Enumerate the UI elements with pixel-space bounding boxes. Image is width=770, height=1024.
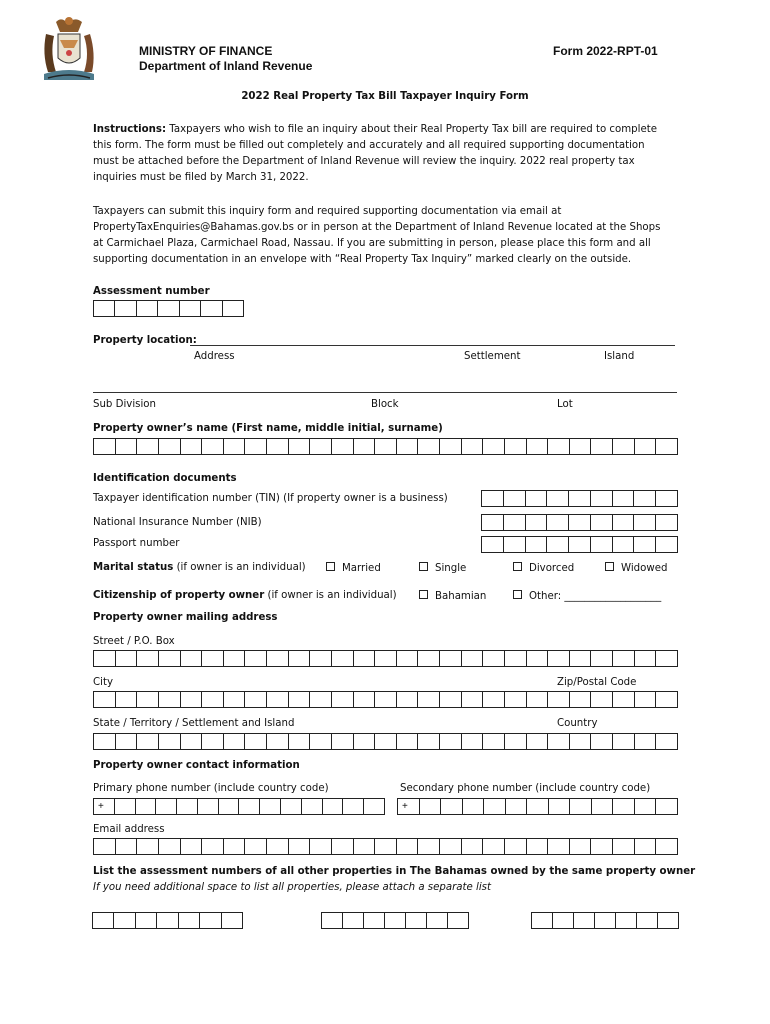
other-assessment-input[interactable] xyxy=(321,912,469,929)
settlement-label: Settlement xyxy=(464,351,521,362)
ministry-name: MINISTRY OF FINANCE xyxy=(139,44,273,58)
secondary-phone-label: Secondary phone number (include country code) xyxy=(400,783,651,794)
checkbox-icon xyxy=(605,562,614,571)
form-title: 2022 Real Property Tax Bill Taxpayer Inquiry Form xyxy=(241,91,529,102)
married-checkbox[interactable]: Married xyxy=(326,562,381,574)
submission-line: PropertyTaxEnquiries@Bahamas.gov.bs or in person at the Department of Inland Revenue located at the Shops xyxy=(93,222,661,233)
island-label: Island xyxy=(604,351,635,362)
marital-status-label: Marital status (if owner is an individual) xyxy=(93,562,306,573)
instructions-line: this form. The form must be filled out completely and accurately and all required supporting documentation xyxy=(93,140,645,151)
form-number: Form 2022-RPT-01 xyxy=(553,44,658,58)
instructions-line: must be attached before the Department of Inland Revenue will review the inquiry. 2022 real property tax xyxy=(93,156,635,167)
other-citizenship-checkbox[interactable]: Other: ___________________ xyxy=(513,590,661,602)
checkbox-icon xyxy=(419,562,428,571)
instructions-label: Instructions: xyxy=(93,124,167,135)
bahamian-checkbox[interactable]: Bahamian xyxy=(419,590,486,602)
property-location-line[interactable] xyxy=(190,345,675,346)
subdivision-label: Sub Division xyxy=(93,399,156,410)
property-location-label: Property location: xyxy=(93,335,197,346)
department-name: Department of Inland Revenue xyxy=(139,59,313,73)
tin-input[interactable] xyxy=(481,490,678,507)
email-input[interactable] xyxy=(93,838,678,855)
other-assessment-input[interactable] xyxy=(531,912,679,929)
block-label: Block xyxy=(371,399,399,410)
single-checkbox[interactable]: Single xyxy=(419,562,466,574)
submission-paragraph xyxy=(93,204,683,268)
passport-input[interactable] xyxy=(481,536,678,553)
subdivision-line[interactable] xyxy=(93,392,677,393)
contact-heading: Property owner contact information xyxy=(93,760,300,771)
widowed-checkbox[interactable]: Widowed xyxy=(605,562,667,574)
assessment-number-input[interactable] xyxy=(93,300,244,317)
assessment-number-label: Assessment number xyxy=(93,286,210,297)
submission-line: supporting documentation in an envelope with “Real Property Tax Inquiry” marked clearly on the outside. xyxy=(93,254,632,265)
street-label: Street / P.O. Box xyxy=(93,636,175,647)
email-label: Email address xyxy=(93,824,165,835)
submission-line: at Carmichael Plaza, Carmichael Road, Nassau. If you are submitting in person, please place this form and all xyxy=(93,238,651,249)
zip-label: Zip/Postal Code xyxy=(557,677,637,688)
instructions-paragraph xyxy=(93,122,683,186)
id-documents-heading: Identification documents xyxy=(93,473,237,484)
primary-phone-input[interactable]: + xyxy=(93,798,385,815)
checkbox-icon xyxy=(326,562,335,571)
other-assessment-input[interactable] xyxy=(92,912,243,929)
checkbox-icon xyxy=(419,590,428,599)
other-properties-heading: List the assessment numbers of all other properties in The Bahamas owned by the same property owner xyxy=(93,866,696,877)
passport-label: Passport number xyxy=(93,538,180,549)
city-zip-input[interactable] xyxy=(93,691,678,708)
instructions-line: inquiries must be filed by March 31, 2022. xyxy=(93,172,309,183)
secondary-phone-input[interactable]: + xyxy=(397,798,678,815)
checkbox-icon xyxy=(513,562,522,571)
nib-label: National Insurance Number (NIB) xyxy=(93,517,262,528)
citizenship-label: Citizenship of property owner (if owner is an individual) xyxy=(93,590,397,601)
tin-label: Taxpayer identification number (TIN) (If property owner is a business) xyxy=(93,493,448,504)
coat-of-arms-logo xyxy=(38,14,100,84)
address-label: Address xyxy=(194,351,235,362)
street-input[interactable] xyxy=(93,650,678,667)
city-label: City xyxy=(93,677,113,688)
state-label: State / Territory / Settlement and Island xyxy=(93,718,295,729)
owner-name-input[interactable] xyxy=(93,438,678,455)
nib-input[interactable] xyxy=(481,514,678,531)
other-properties-note: If you need additional space to list all properties, please attach a separate list xyxy=(93,882,491,893)
country-label: Country xyxy=(557,718,598,729)
lot-label: Lot xyxy=(557,399,573,410)
checkbox-icon xyxy=(513,590,522,599)
state-country-input[interactable] xyxy=(93,733,678,750)
owner-name-label: Property owner’s name (First name, middle initial, surname) xyxy=(93,423,443,434)
primary-phone-label: Primary phone number (include country code) xyxy=(93,783,329,794)
mailing-address-heading: Property owner mailing address xyxy=(93,612,278,623)
divorced-checkbox[interactable]: Divorced xyxy=(513,562,574,574)
submission-line: Taxpayers can submit this inquiry form and required supporting documentation via email at xyxy=(93,206,562,217)
instructions-line: Taxpayers who wish to file an inquiry about their Real Property Tax bill are required to complete xyxy=(169,124,658,135)
